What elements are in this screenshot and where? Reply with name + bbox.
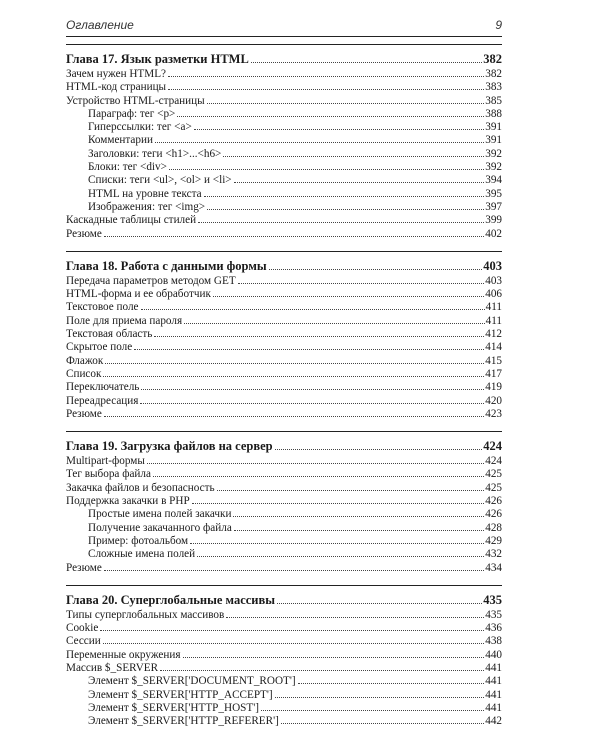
leader-dots: [141, 389, 484, 390]
toc-subentry[interactable]: [66, 548, 502, 561]
toc-subentry[interactable]: [66, 174, 502, 187]
leader-dots: [226, 617, 484, 618]
entry-title: Списки: теги <ul>, <ol> и <li>: [88, 174, 232, 187]
entry-page: 392: [485, 161, 502, 174]
table-of-contents: [66, 40, 502, 728]
entry-page: 434: [485, 561, 502, 574]
entry-title: Каскадные таблицы стилей: [66, 214, 197, 227]
chapter-title: Глава 20. Суперглобальные массивы: [66, 592, 276, 607]
entry-page: 426: [485, 495, 502, 508]
toc-entry[interactable]: [66, 214, 502, 227]
toc-entry[interactable]: [66, 315, 502, 328]
chapter-heading[interactable]: [66, 258, 502, 275]
toc-entry[interactable]: [66, 482, 502, 495]
entry-title: Заголовки: теги <h1>...<h6>: [88, 147, 222, 160]
leader-dots: [261, 710, 484, 711]
chapter-title: Глава 17. Язык разметки HTML: [66, 52, 249, 66]
leader-dots: [275, 697, 485, 698]
entry-title: Текстовая область: [66, 328, 153, 341]
entry-title: Резюме: [66, 227, 102, 240]
entry-page: 435: [485, 608, 502, 621]
toc-entry[interactable]: [66, 381, 502, 394]
entry-title: Переключатель: [66, 381, 140, 394]
leader-dots: [134, 349, 484, 350]
leader-dots: [298, 683, 485, 684]
entry-title: Изображения: тег <img>: [88, 200, 206, 213]
entry-page: 397: [485, 200, 502, 213]
toc-subentry[interactable]: [66, 675, 502, 688]
toc-entry[interactable]: [66, 635, 502, 648]
leader-dots: [104, 570, 484, 571]
entry-title: Текстовое поле: [66, 301, 139, 314]
leader-dots: [147, 463, 484, 464]
entry-page: 415: [485, 354, 502, 367]
chapter-page: 403: [483, 258, 502, 273]
entry-page: 440: [485, 648, 502, 661]
entry-title: Комментарии: [88, 134, 153, 147]
entry-title: Зачем нужен HTML?: [66, 68, 167, 80]
leader-dots: [194, 129, 484, 130]
leader-dots: [183, 657, 485, 658]
leader-dots: [234, 530, 484, 531]
leader-dots: [140, 403, 484, 404]
leader-dots: [269, 269, 483, 270]
toc-entry[interactable]: [66, 368, 502, 381]
toc-subentry[interactable]: [66, 535, 502, 548]
entry-page: 425: [485, 468, 502, 481]
toc-subentry[interactable]: [66, 108, 502, 121]
leader-dots: [190, 543, 484, 544]
entry-title: Элемент $_SERVER['HTTP_ACCEPT']: [88, 688, 273, 701]
toc-subentry[interactable]: [66, 148, 502, 161]
entry-page: 395: [485, 187, 502, 200]
entry-title: Закачка файлов и безопасность: [66, 481, 215, 494]
chapter-page: 435: [483, 592, 502, 607]
entry-page: 402: [485, 227, 502, 240]
entry-page: 425: [485, 481, 502, 494]
chapter-page: 424: [483, 439, 502, 454]
toc-entry[interactable]: [66, 301, 502, 314]
leader-dots: [153, 476, 484, 477]
entry-page: 442: [485, 715, 502, 728]
toc-entry[interactable]: [66, 95, 502, 108]
leader-dots: [234, 182, 485, 183]
entry-page: 385: [485, 94, 502, 107]
toc-entry[interactable]: [66, 495, 502, 508]
entry-page: 438: [485, 635, 502, 648]
entry-title: Тег выбора файла: [66, 468, 151, 481]
chapter-page: 382: [483, 52, 502, 66]
leader-dots: [217, 490, 485, 491]
entry-page: 412: [485, 328, 502, 341]
toc-entry[interactable]: [66, 408, 502, 421]
toc-entry[interactable]: [66, 228, 502, 241]
leader-dots: [100, 630, 484, 631]
toc-subentry[interactable]: [66, 702, 502, 715]
entry-title: Массив $_SERVER: [66, 661, 159, 674]
chapter-rule: [66, 251, 502, 252]
toc-subentry[interactable]: [66, 689, 502, 702]
chapter-heading[interactable]: [66, 51, 502, 68]
toc-subentry[interactable]: [66, 188, 502, 201]
entry-page: 424: [485, 455, 502, 468]
leader-dots: [104, 236, 484, 237]
chapter-title: Глава 19. Загрузка файлов на сервер: [66, 439, 273, 454]
entry-title: Резюме: [66, 407, 102, 420]
toc-entry[interactable]: [66, 455, 502, 468]
header-page-number: 9: [495, 18, 502, 32]
entry-title: Multipart-формы: [66, 455, 145, 468]
entry-title: Скрытое поле: [66, 341, 133, 354]
entry-page: 426: [485, 508, 502, 521]
entry-page: 441: [485, 661, 502, 674]
chapter-heading[interactable]: [66, 592, 502, 609]
leader-dots: [275, 449, 483, 450]
leader-dots: [198, 222, 484, 223]
entry-title: Флажок: [66, 354, 104, 367]
toc-entry[interactable]: [66, 68, 502, 81]
leader-dots: [197, 556, 484, 557]
leader-dots: [238, 283, 485, 284]
toc-subentry[interactable]: [66, 522, 502, 535]
entry-page: 383: [485, 81, 502, 94]
toc-subentry[interactable]: [66, 508, 502, 521]
entry-page: 441: [485, 701, 502, 714]
entry-title: Cookie: [66, 622, 99, 635]
toc-subentry[interactable]: [66, 161, 502, 174]
entry-page: 391: [485, 134, 502, 147]
entry-title: Гиперссылки: тег <a>: [88, 121, 192, 134]
entry-page: 436: [485, 622, 502, 635]
header-title: Оглавление: [66, 18, 134, 32]
entry-title: Список: [66, 367, 102, 380]
entry-page: 432: [485, 548, 502, 561]
header-rule: [66, 36, 502, 37]
toc-subentry[interactable]: [66, 121, 502, 134]
entry-page: 411: [485, 314, 502, 327]
entry-page: 394: [485, 174, 502, 187]
toc-entry[interactable]: [66, 395, 502, 408]
chapter-rule: [66, 44, 502, 45]
entry-page: 429: [485, 534, 502, 547]
leader-dots: [160, 670, 484, 671]
entry-page: 420: [485, 394, 502, 407]
leader-dots: [213, 296, 484, 297]
entry-title: Типы суперглобальных массивов: [66, 608, 225, 621]
entry-title: Простые имена полей закачки: [88, 508, 232, 521]
toc-subentry[interactable]: [66, 715, 502, 728]
entry-title: Устройство HTML-страницы: [66, 94, 205, 107]
entry-title: Сессии: [66, 635, 101, 648]
entry-title: Элемент $_SERVER['HTTP_HOST']: [88, 701, 259, 714]
leader-dots: [105, 363, 484, 364]
leader-dots: [184, 323, 485, 324]
toc-entry[interactable]: [66, 468, 502, 481]
entry-title: HTML-код страницы: [66, 81, 167, 94]
toc-entry[interactable]: [66, 649, 502, 662]
entry-page: 411: [485, 301, 502, 314]
toc-entry[interactable]: [66, 81, 502, 94]
entry-title: Блоки: тег <div>: [88, 161, 167, 174]
leader-dots: [233, 516, 484, 517]
entry-title: Элемент $_SERVER['DOCUMENT_ROOT']: [88, 675, 296, 688]
entry-page: 399: [485, 214, 502, 227]
entry-page: 406: [485, 288, 502, 301]
toc-entry[interactable]: [66, 662, 502, 675]
entry-page: 392: [485, 147, 502, 160]
entry-page: 403: [485, 274, 502, 287]
entry-title: Элемент $_SERVER['HTTP_REFERER']: [88, 715, 279, 728]
entry-title: Сложные имена полей: [88, 548, 196, 561]
entry-title: HTML на уровне текста: [88, 187, 202, 200]
entry-title: Получение закачанного файла: [88, 521, 232, 534]
leader-dots: [281, 723, 484, 724]
leader-dots: [169, 169, 484, 170]
leader-dots: [177, 116, 484, 117]
entry-page: 391: [485, 121, 502, 134]
entry-title: HTML-форма и ее обработчик: [66, 288, 211, 301]
leader-dots: [168, 89, 484, 90]
leader-dots: [204, 196, 485, 197]
leader-dots: [192, 503, 485, 504]
leader-dots: [223, 156, 484, 157]
entry-title: Резюме: [66, 561, 102, 574]
leader-dots: [207, 209, 484, 210]
leader-dots: [154, 336, 484, 337]
entry-page: 382: [485, 68, 502, 80]
chapter-rule: [66, 431, 502, 432]
toc-subentry[interactable]: [66, 201, 502, 214]
toc-entry[interactable]: [66, 328, 502, 341]
chapter-rule: [66, 585, 502, 586]
entry-page: 428: [485, 521, 502, 534]
entry-title: Передача параметров методом GET: [66, 274, 236, 287]
entry-page: 414: [485, 341, 502, 354]
entry-page: 388: [485, 107, 502, 120]
entry-title: Переменные окружения: [66, 648, 181, 661]
leader-dots: [155, 142, 484, 143]
entry-title: Поддержка закачки в PHP: [66, 495, 190, 508]
entry-page: 441: [485, 688, 502, 701]
leader-dots: [103, 643, 484, 644]
toc-entry[interactable]: [66, 562, 502, 575]
entry-page: 417: [485, 367, 502, 380]
toc-entry[interactable]: [66, 275, 502, 288]
entry-title: Пример: фотоальбом: [88, 534, 189, 547]
leader-dots: [277, 603, 482, 604]
toc-page: [66, 0, 502, 750]
leader-dots: [103, 376, 484, 377]
toc-entry[interactable]: [66, 288, 502, 301]
leader-dots: [104, 416, 484, 417]
toc-entry[interactable]: [66, 341, 502, 354]
chapter-title: Глава 18. Работа с данными формы: [66, 258, 267, 273]
entry-title: Переадресация: [66, 394, 139, 407]
chapter-heading[interactable]: [66, 438, 502, 455]
entry-title: Параграф: тег <p>: [88, 107, 176, 120]
toc-entry[interactable]: [66, 355, 502, 368]
toc-entry[interactable]: [66, 622, 502, 635]
entry-page: 441: [485, 675, 502, 688]
toc-entry[interactable]: [66, 609, 502, 622]
entry-page: 419: [485, 381, 502, 394]
entry-title: Поле для приема пароля: [66, 314, 183, 327]
leader-dots: [168, 76, 484, 77]
leader-dots: [207, 103, 485, 104]
entry-page: 423: [485, 407, 502, 420]
leader-dots: [141, 309, 485, 310]
leader-dots: [251, 62, 482, 63]
toc-subentry[interactable]: [66, 134, 502, 147]
